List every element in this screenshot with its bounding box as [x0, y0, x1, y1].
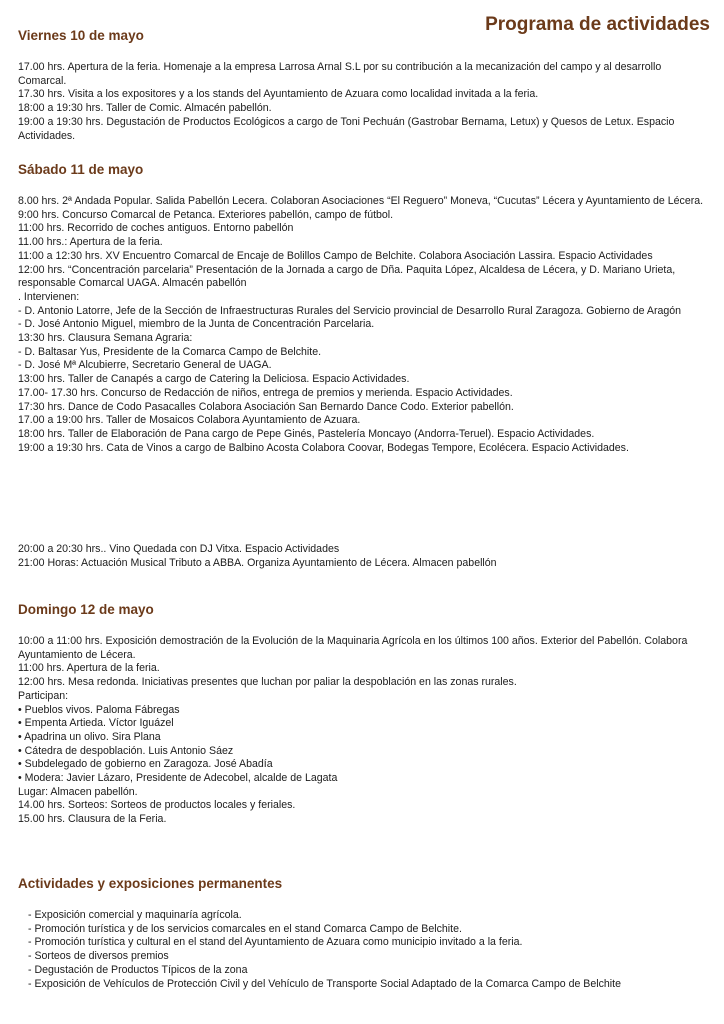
schedule-line: 11:00 a 12:30 hrs. XV Encuentro Comarcal de Encaje de Bolillos Campo de Belchite. Colabora Asociación Lassira. Espacio Actividades	[18, 249, 653, 262]
schedule-line: 13:00 hrs. Taller de Canapés a cargo de Catering la Deliciosa. Espacio Actividades.	[18, 373, 410, 386]
schedule-line: • Cátedra de despoblación. Luis Antonio Sáez	[18, 744, 234, 757]
schedule-line: • Pueblos vivos. Paloma Fábregas	[18, 703, 180, 716]
section-heading: Actividades y exposiciones permanentes	[18, 876, 283, 891]
section-sabado-evening	[18, 543, 708, 570]
section-heading: Domingo 12 de mayo	[18, 602, 154, 617]
schedule-line: 15.00 hrs. Clausura de la Feria.	[18, 813, 167, 826]
schedule-line: 8.00 hrs. 2ª Andada Popular. Salida Pabellón Lecera. Colaboran Asociaciones “El Reguero” Moneva, “Cucutas” Lécera y Ayuntamiento de Lécera.	[18, 195, 704, 207]
schedule-line: - D. José Mª Alcubierre, Secretario General de UAGA.	[18, 359, 272, 372]
list-item: - Promoción turística y de los servicios comarcales en el stand Comarca Campo de Belchite.	[28, 922, 462, 935]
schedule-line: 20:00 a 20:30 hrs.. Vino Quedada con DJ Vitxa. Espacio Actividades	[18, 543, 340, 555]
schedule-line: - D. Baltasar Yus, Presidente de la Comarca Campo de Belchite.	[18, 345, 322, 358]
schedule-line: 17.00 a 19:00 hrs. Taller de Mosaicos Colabora Ayuntamiento de Azuara.	[18, 414, 361, 427]
schedule-line: • Empenta Artieda. Víctor Iguázel	[18, 717, 174, 730]
schedule-line: 18:00 a 19:30 hrs. Taller de Comic. Almacén pabellón.	[18, 102, 272, 115]
schedule-line: 17:30 hrs. Dance de Codo Pasacalles Colabora Asociación San Bernardo Dance Codo. Exterior pabellón.	[18, 400, 514, 413]
list-item: - Promoción turística y cultural en el stand del Ayuntamiento de Azuara como municipio invitado a la feria.	[28, 936, 523, 949]
schedule-line: Lugar: Almacen pabellón.	[18, 785, 138, 798]
schedule-line: 17.00- 17.30 hrs. Concurso de Redacción de niños, entrega de premios y merienda. Espacio Actividades.	[18, 386, 513, 399]
schedule-line: 9:00 hrs. Concurso Comarcal de Petanca. Exteriores pabellón, campo de fútbol.	[18, 208, 394, 221]
page-title: Programa de actividades	[485, 14, 710, 35]
schedule-line: 11.00 hrs.: Apertura de la feria.	[18, 236, 163, 249]
list-item: - Exposición comercial y maquinaría agrícola.	[28, 909, 242, 921]
schedule-line: • Modera: Javier Lázaro, Presidente de Adecobel, alcalde de Lagata	[18, 772, 338, 785]
schedule-line: 17.00 hrs. Apertura de la feria. Homenaje a la empresa Larrosa Arnal S.L por su contribución a la mecanización del campo y al desarrollo Comarcal.	[18, 61, 662, 87]
schedule-line: 21:00 Horas: Actuación Musical Tributo a ABBA. Organiza Ayuntamiento de Lécera. Almacen pabellón	[18, 556, 497, 569]
schedule-line: Participan:	[18, 689, 69, 702]
schedule-list	[18, 909, 708, 991]
schedule-line: . Intervienen:	[18, 290, 80, 303]
schedule-line: 19:00 a 19:30 hrs. Degustación de Productos Ecológicos a cargo de Toni Pechuán (Gastrobar Bernama, Letux) y Quesos de Letux. Espacio Actividades.	[18, 115, 675, 142]
schedule-line: • Apadrina un olivo. Sira Plana	[18, 730, 161, 743]
schedule-line: • Subdelegado de gobierno en Zaragoza. José Abadía	[18, 758, 273, 771]
schedule-list	[18, 543, 708, 570]
section-permanentes	[18, 876, 708, 991]
schedule-line: 17.30 hrs. Visita a los expositores y a los stands del Ayuntamiento de Azuara como localidad invitada a la feria.	[18, 88, 539, 101]
schedule-line: 10:00 a 11:00 hrs. Exposición demostración de la Evolución de la Maquinaria Agrícola en los últimos 100 años. Exterior del Pabellón. Colabora Ayuntamiento de Lécera.	[18, 635, 688, 661]
list-item: - Degustación de Productos Típicos de la zona	[28, 963, 248, 976]
list-item: - Exposición de Vehículos de Protección Civil y del Vehículo de Transporte Social Adaptado de la Comarca Campo de Belchite	[28, 977, 622, 990]
schedule-line: 11:00 hrs. Recorrido de coches antiguos. Entorno pabellón	[18, 222, 294, 235]
schedule-list	[18, 61, 708, 143]
list-item: - Sorteos de diversos premios	[28, 950, 169, 963]
schedule-line: 13:30 hrs. Clausura Semana Agraria:	[18, 332, 193, 345]
schedule-list	[18, 195, 708, 455]
schedule-line: 11:00 hrs. Apertura de la feria.	[18, 662, 160, 675]
schedule-line: 19:00 a 19:30 hrs. Cata de Vinos a cargo de Balbino Acosta Colabora Coovar, Bodegas Tempore, Ecolécera. Espacio Actividades.	[18, 441, 629, 454]
schedule-line: 14.00 hrs. Sorteos: Sorteos de productos locales y feriales.	[18, 799, 296, 812]
section-sabado	[18, 162, 708, 455]
schedule-line: 18:00 hrs. Taller de Elaboración de Pana cargo de Pepe Ginés, Pastelería Moncayo (Andorra-Teruel). Espacio Actividades.	[18, 427, 595, 440]
section-heading: Sábado 11 de mayo	[18, 162, 144, 177]
schedule-line: - D. Antonio Latorre, Jefe de la Sección de Infraestructuras Rurales del Servicio provincial de Desarrollo Rural Zaragoza. Gobierno de Aragón	[18, 304, 682, 317]
schedule-line: 12:00 hrs. “Concentración parcelaria” Presentación de la Jornada a cargo de Dña. Paquita López, Alcaldesa de Lécera, y D. Mariano Urieta, responsable Comarcal UAGA. Almacén pabellón	[18, 263, 676, 290]
schedule-line: - D. José Antonio Miguel, miembro de la Junta de Concentración Parcelaria.	[18, 318, 375, 331]
section-domingo	[18, 602, 708, 827]
schedule-list	[18, 635, 708, 827]
section-heading: Viernes 10 de mayo	[18, 28, 144, 43]
section-viernes	[18, 28, 708, 143]
schedule-line: 12:00 hrs. Mesa redonda. Iniciativas presentes que luchan por paliar la despoblación en las zonas rurales.	[18, 676, 517, 689]
